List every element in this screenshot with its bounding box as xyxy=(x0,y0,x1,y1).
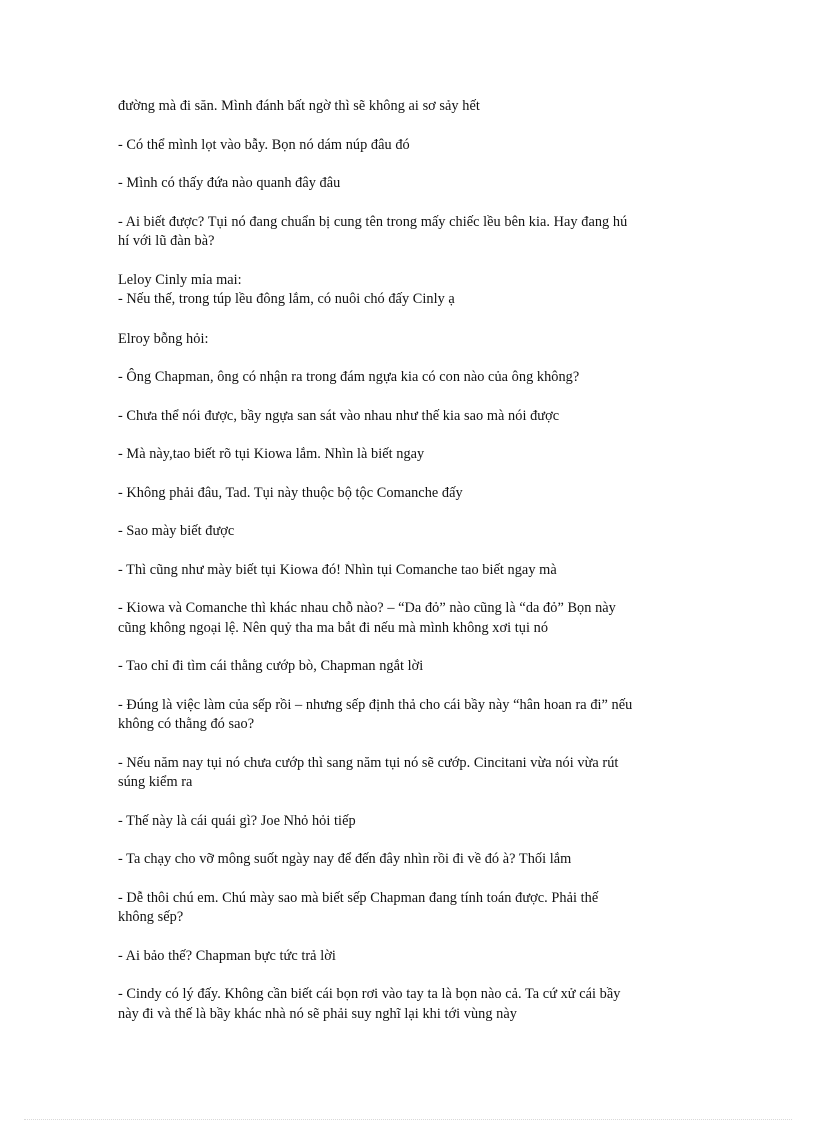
page-bottom-divider xyxy=(24,1119,792,1120)
text-line: - Thế này là cái quái gì? Joe Nhỏ hỏi tiếp xyxy=(118,812,356,829)
text-line: - Ta chạy cho vỡ mông suốt ngày nay để đến đây nhìn rồi đi về đó à? Thối lắm xyxy=(118,851,572,867)
paragraph xyxy=(118,522,703,542)
text-line: Leloy Cinly mỉa mai: xyxy=(118,271,242,288)
paragraph xyxy=(118,696,703,735)
text-line: - Mình có thấy đứa nào quanh đây đâu xyxy=(118,175,341,191)
paragraph xyxy=(118,812,703,832)
paragraph xyxy=(118,330,703,350)
text-line: - Không phải đâu, Tad. Tụi này thuộc bộ tộc Comanche đấy xyxy=(118,484,463,501)
paragraph xyxy=(118,561,703,581)
paragraph xyxy=(118,271,703,310)
text-line: - Thì cũng như mày biết tụi Kiowa đó! Nhìn tụi Comanche tao biết ngay mà xyxy=(118,561,557,578)
text-line: - Chưa thể nói được, bầy ngựa san sát vào nhau như thế kia sao mà nói được xyxy=(118,407,560,424)
paragraph xyxy=(118,484,703,504)
paragraph xyxy=(118,136,703,156)
text-line: Elroy bỗng hỏi: xyxy=(118,330,209,347)
paragraph xyxy=(118,985,703,1024)
text-line: - Có thể mình lọt vào bẫy. Bọn nó dám núp đâu đó xyxy=(118,136,410,153)
paragraph xyxy=(118,754,703,793)
text-line: - Đúng là việc làm của sếp rồi – nhưng sếp định thả cho cái bầy này “hân hoan ra đi” nếu xyxy=(118,696,633,713)
text-line: - Ai biết được? Tụi nó đang chuẩn bị cung tên trong mấy chiếc lều bên kia. Hay đang hú xyxy=(118,213,628,230)
paragraph xyxy=(118,213,703,252)
text-line: - Ai bảo thế? Chapman bực tức trả lời xyxy=(118,947,336,964)
paragraph xyxy=(118,407,703,427)
paragraph xyxy=(118,97,703,117)
text-line: súng kiểm ra xyxy=(118,774,193,790)
text-line: - Nếu năm nay tụi nó chưa cướp thì sang năm tụi nó sẽ cướp. Cincitani vừa nói vừa rút xyxy=(118,754,619,771)
text-line: không có thằng đó sao? xyxy=(118,716,255,732)
text-line: - Ông Chapman, ông có nhận ra trong đám ngựa kia có con nào của ông không? xyxy=(118,369,580,385)
paragraph xyxy=(118,850,703,870)
paragraph xyxy=(118,599,703,638)
text-line: đường mà đi săn. Mình đánh bất ngờ thì sẽ không ai sơ sảy hết xyxy=(118,98,480,114)
text-line: - Dễ thôi chú em. Chú mày sao mà biết sếp Chapman đang tính toán được. Phải thế xyxy=(118,889,599,906)
text-line: - Tao chỉ đi tìm cái thằng cướp bò, Chapman ngắt lời xyxy=(118,658,424,674)
paragraph xyxy=(118,174,703,194)
document-body xyxy=(118,78,703,1024)
text-line: này đi và thế là bầy khác nhà nó sẽ phải suy nghĩ lại khi tới vùng này xyxy=(118,1005,517,1022)
text-line: - Cindy có lý đấy. Không cần biết cái bọn rơi vào tay ta là bọn nào cả. Ta cứ xử cái bầy xyxy=(118,986,621,1002)
text-line: - Sao mày biết được xyxy=(118,523,235,539)
text-line: hí với lũ đàn bà? xyxy=(118,233,215,249)
text-line: - Nếu thế, trong túp lều đông lắm, có nuôi chó đấy Cinly ạ xyxy=(118,291,455,307)
paragraph xyxy=(118,445,703,465)
paragraph xyxy=(118,947,703,967)
text-line: cũng không ngoại lệ. Nên quỷ tha ma bắt đi nếu mà mình không xơi tụi nó xyxy=(118,619,549,636)
paragraph xyxy=(118,889,703,928)
paragraph xyxy=(118,368,703,388)
text-line: không sếp? xyxy=(118,909,184,925)
paragraph xyxy=(118,657,703,677)
text-line: - Kiowa và Comanche thì khác nhau chỗ nào? – “Da đỏ” nào cũng là “da đỏ” Bọn này xyxy=(118,600,616,616)
text-line: - Mà này,tao biết rõ tụi Kiowa lắm. Nhìn là biết ngay xyxy=(118,446,425,462)
